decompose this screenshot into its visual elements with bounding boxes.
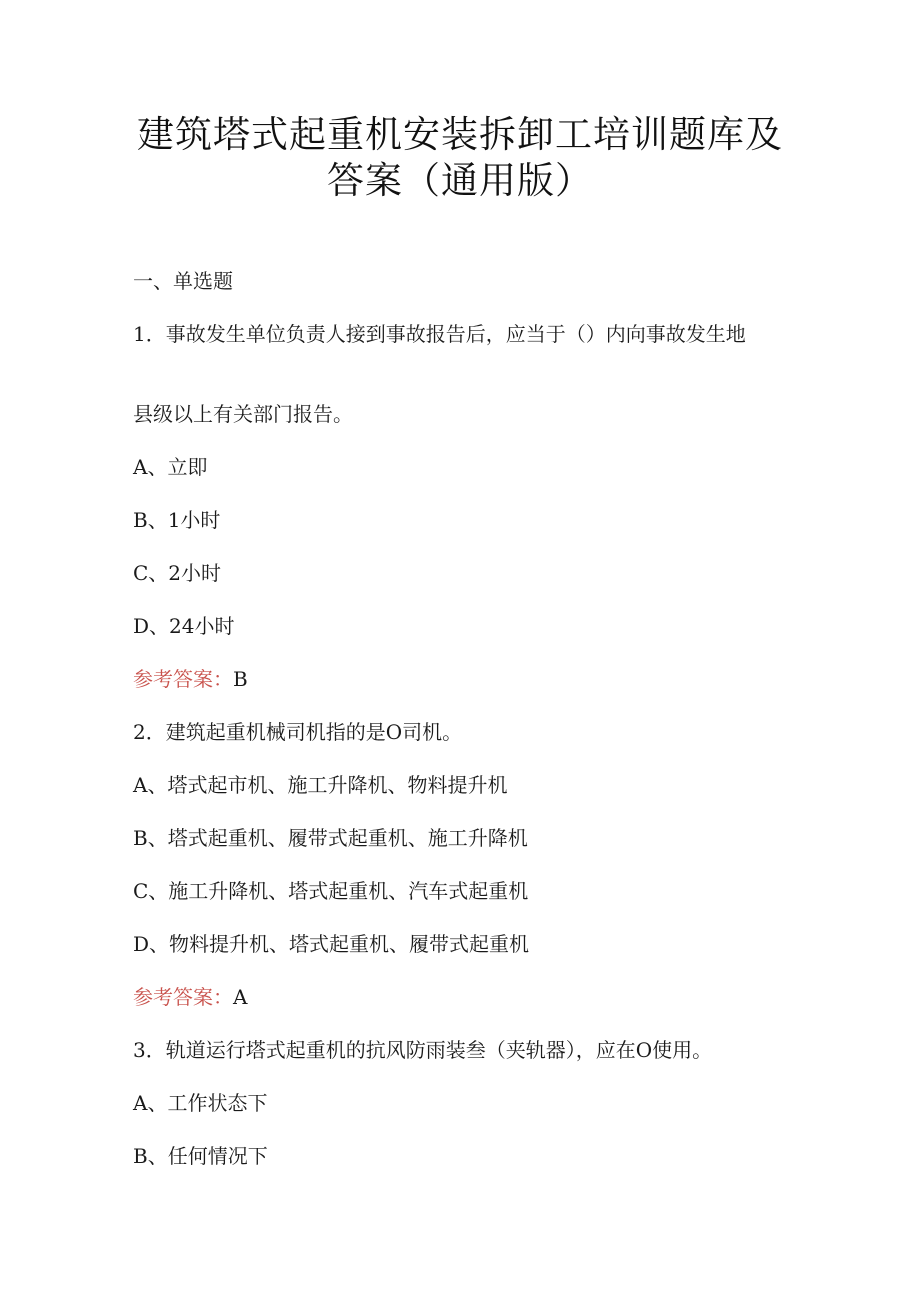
question-3-stem: 3．轨道运行塔式起重机的抗风防雨装叁（夹轨器），应在O使用。 bbox=[133, 1038, 713, 1062]
question-1-stem: 1．事故发生单位负责人接到事故报告后，应当于（）内向事故发生地 bbox=[133, 322, 746, 346]
question-2-answer bbox=[133, 984, 247, 1010]
question-2-option-d: D、物料提升机、塔式起重机、履带式起重机 bbox=[133, 932, 530, 956]
question-1-option-c: C、2小时 bbox=[133, 561, 222, 585]
question-1-answer bbox=[133, 666, 248, 692]
question-3-option-b: B、任何情况下 bbox=[133, 1144, 268, 1168]
section-heading: 一、单选题 bbox=[133, 269, 233, 293]
question-1-option-a: A、立即 bbox=[133, 455, 208, 479]
title-line-2: 答案（通用版） bbox=[327, 159, 593, 202]
answer-label: 参考答案： bbox=[133, 985, 233, 1009]
question-2-option-b: B、塔式起重机、履带式起重机、施工升降机 bbox=[133, 826, 528, 850]
question-1-stem-continued: 县级以上有关部门报告。 bbox=[133, 402, 353, 426]
question-2-option-a: A、塔式起市机、施工升降机、物料提升机 bbox=[133, 773, 508, 797]
question-1-option-d: D、24小时 bbox=[133, 614, 235, 638]
title-line-1: 建筑塔式起重机安装拆卸工培训题库及 bbox=[137, 113, 783, 156]
question-2-stem: 2．建筑起重机械司机指的是O司机。 bbox=[133, 720, 463, 744]
answer-value: A bbox=[233, 985, 248, 1009]
question-2-option-c: C、施工升降机、塔式起重机、汽车式起重机 bbox=[133, 879, 529, 903]
answer-label: 参考答案： bbox=[133, 667, 233, 691]
document-title bbox=[120, 112, 800, 204]
question-1-option-b: B、1小时 bbox=[133, 508, 221, 532]
question-3-option-a: A、工作状态下 bbox=[133, 1091, 268, 1115]
answer-value: B bbox=[233, 667, 248, 691]
